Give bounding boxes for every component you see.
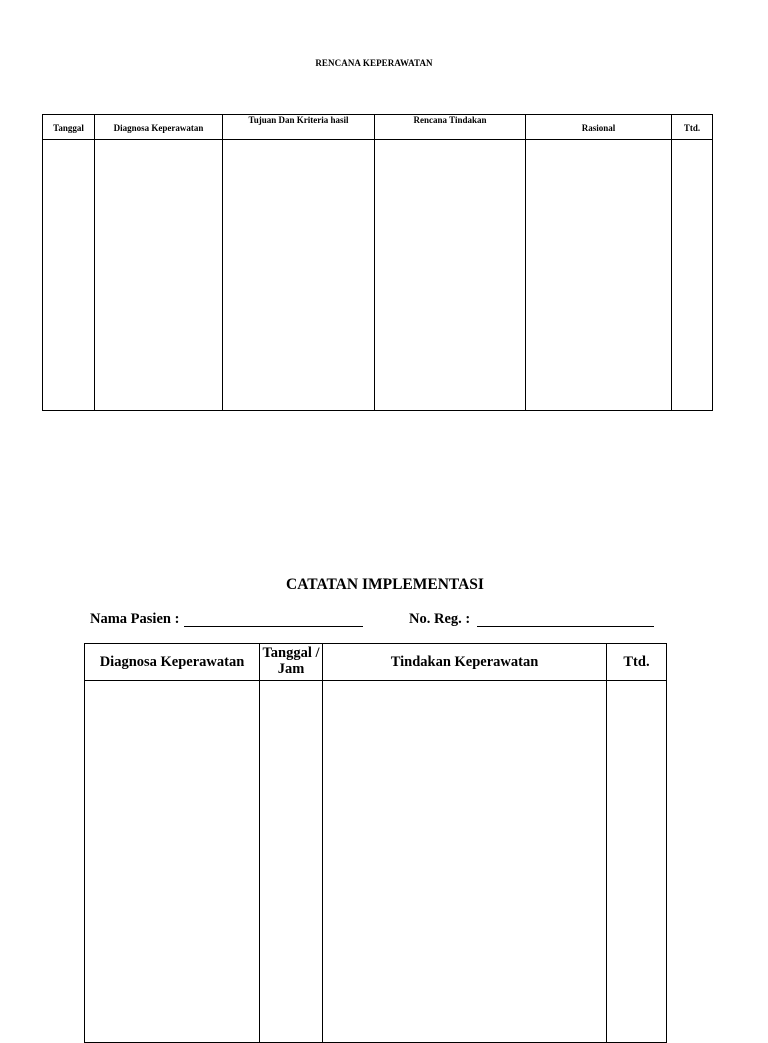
rencana-tindakan-cell[interactable] <box>375 140 526 411</box>
nama-pasien-field[interactable] <box>184 626 363 627</box>
column-header-rasional: Rasional <box>526 115 672 140</box>
table-header-row <box>85 644 667 681</box>
ttd-cell[interactable] <box>672 140 713 411</box>
diagnosa-keperawatan-cell[interactable] <box>95 140 223 411</box>
table-row <box>43 140 713 411</box>
column-header-tindakan-keperawatan: Tindakan Keperawatan <box>323 644 607 681</box>
nama-pasien-label: Nama Pasien : <box>90 611 180 627</box>
column-header-diagnosa-keperawatan: Diagnosa Keperawatan <box>85 644 260 681</box>
column-header-ttd: Ttd. <box>607 644 667 681</box>
catatan-implementasi-title: CATATAN IMPLEMENTASI <box>286 576 484 593</box>
column-header-tujuan-kriteria-hasil: Tujuan Dan Kriteria hasil <box>223 115 375 140</box>
column-header-ttd: Ttd. <box>672 115 713 140</box>
table-header-row <box>43 115 713 140</box>
catatan-implementasi-table <box>84 643 667 1043</box>
rasional-cell[interactable] <box>526 140 672 411</box>
rencana-keperawatan-table <box>42 114 713 411</box>
column-header-tanggal: Tanggal <box>43 115 95 140</box>
tujuan-kriteria-hasil-cell[interactable] <box>223 140 375 411</box>
tanggal-cell[interactable] <box>43 140 95 411</box>
table-row <box>85 681 667 1043</box>
diagnosa-keperawatan-cell[interactable] <box>85 681 260 1043</box>
column-header-tanggal-jam: Tanggal / Jam <box>260 644 323 681</box>
tindakan-keperawatan-cell[interactable] <box>323 681 607 1043</box>
column-header-diagnosa-keperawatan: Diagnosa Keperawatan <box>95 115 223 140</box>
no-reg-field[interactable] <box>477 626 654 627</box>
ttd-cell[interactable] <box>607 681 667 1043</box>
column-header-rencana-tindakan: Rencana Tindakan <box>375 115 526 140</box>
no-reg-label: No. Reg. : <box>409 611 471 627</box>
rencana-keperawatan-title: RENCANA KEPERAWATAN <box>315 58 433 68</box>
tanggal-jam-cell[interactable] <box>260 681 323 1043</box>
